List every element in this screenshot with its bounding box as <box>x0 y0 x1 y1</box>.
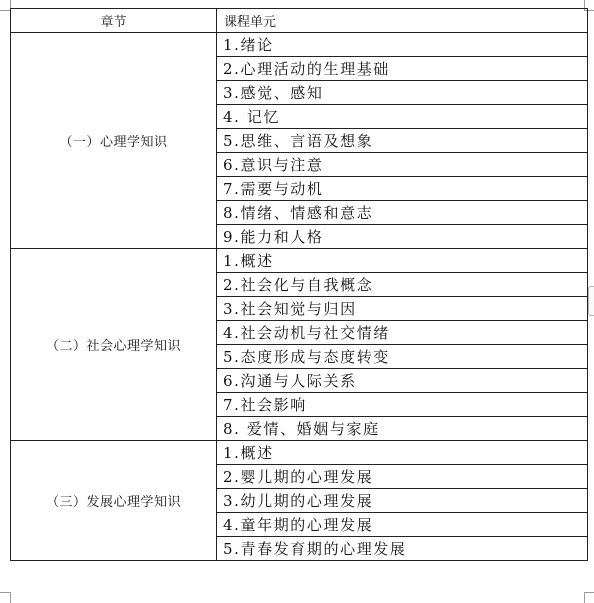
course-unit-cell: 9.能力和人格 <box>217 225 588 249</box>
course-unit-cell: 5.思维、言语及想象 <box>217 129 588 153</box>
course-unit-cell: 5.青春发育期的心理发展 <box>217 537 588 561</box>
course-unit-cell: 6.沟通与人际关系 <box>217 369 588 393</box>
course-unit-cell: 7.社会影响 <box>217 393 588 417</box>
table-header-row <box>11 9 588 33</box>
course-unit-cell: 8.情绪、情感和意志 <box>217 201 588 225</box>
table-row <box>11 441 588 465</box>
course-unit-cell: 3.社会知觉与归因 <box>217 297 588 321</box>
course-unit-cell: 2.心理活动的生理基础 <box>217 57 588 81</box>
header-course-unit: 课程单元 <box>217 9 588 33</box>
course-unit-cell: 3.幼儿期的心理发展 <box>217 489 588 513</box>
chapter-cell: （二）社会心理学知识 <box>11 249 217 441</box>
course-unit-cell: 4. 记忆 <box>217 105 588 129</box>
course-unit-cell: 2.婴儿期的心理发展 <box>217 465 588 489</box>
page-corner-mark-bottom-right <box>584 592 594 603</box>
page-corner-mark-bottom-left <box>0 592 11 603</box>
course-unit-cell: 4.童年期的心理发展 <box>217 513 588 537</box>
chapter-cell: （三）发展心理学知识 <box>11 441 217 561</box>
course-unit-cell: 5.态度形成与态度转变 <box>217 345 588 369</box>
course-unit-cell: 7.需要与动机 <box>217 177 588 201</box>
table-row <box>11 249 588 273</box>
course-unit-cell: 1.概述 <box>217 249 588 273</box>
course-unit-cell: 1.概述 <box>217 441 588 465</box>
course-unit-cell: 6.意识与注意 <box>217 153 588 177</box>
course-unit-cell: 2.社会化与自我概念 <box>217 273 588 297</box>
course-table-frame <box>10 8 588 561</box>
course-table <box>10 8 588 561</box>
chapter-cell: （一）心理学知识 <box>11 33 217 249</box>
header-chapter: 章节 <box>11 9 217 33</box>
table-row <box>11 33 588 57</box>
course-unit-cell: 3.感觉、感知 <box>217 81 588 105</box>
side-scroll-handle[interactable] <box>588 286 594 316</box>
course-unit-cell: 4.社会动机与社交情绪 <box>217 321 588 345</box>
course-unit-cell: 8. 爱情、婚姻与家庭 <box>217 417 588 441</box>
course-unit-cell: 1.绪论 <box>217 33 588 57</box>
